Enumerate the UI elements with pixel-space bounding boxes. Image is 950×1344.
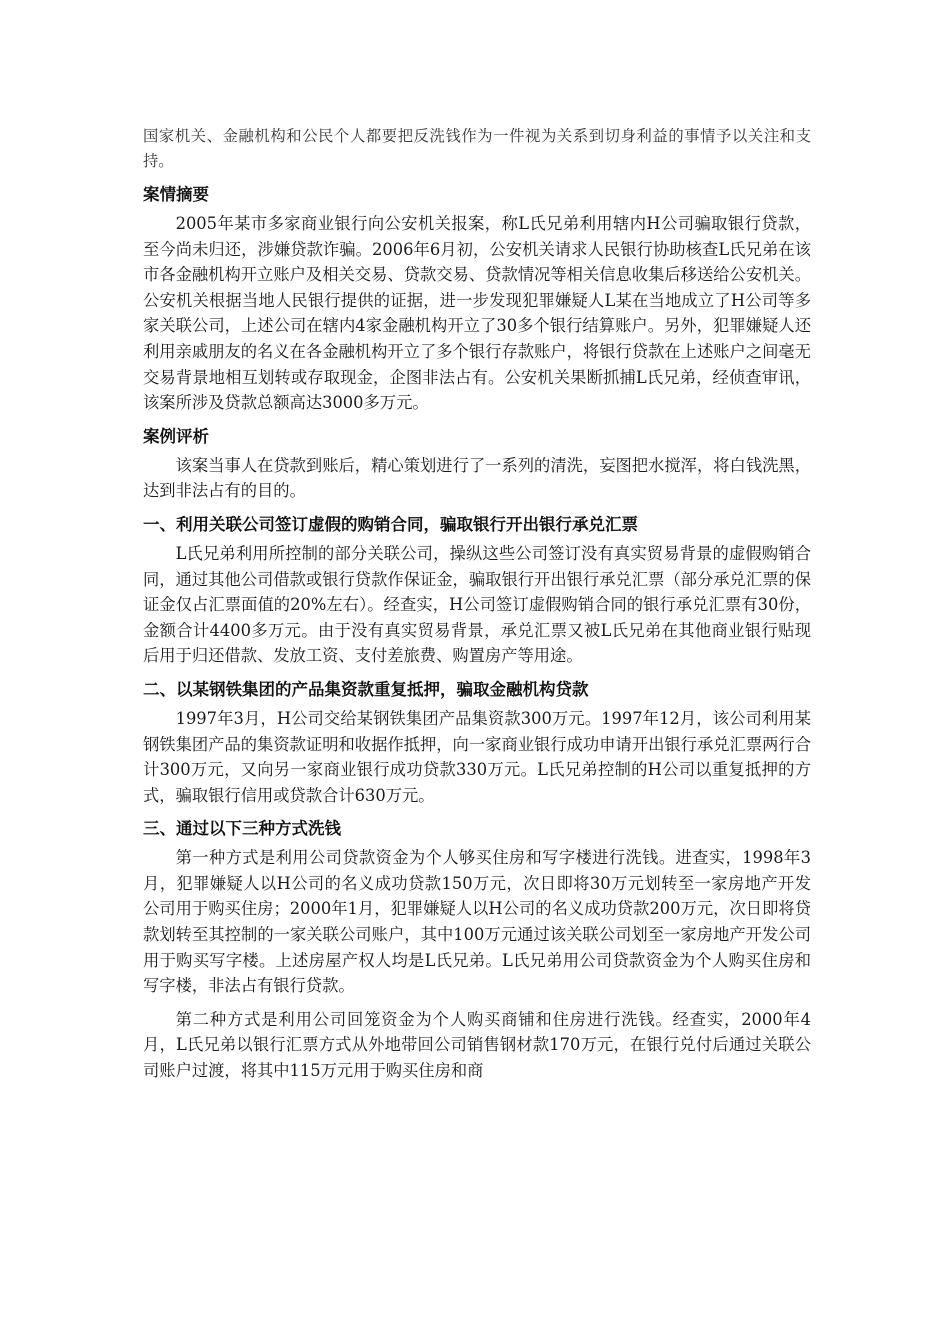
intro-paragraph: 国家机关、金融机构和公民个人都要把反洗钱作为一件视为关系到切身利益的事情予以关注和支持。: [143, 127, 811, 170]
section-case-analysis: [143, 424, 811, 504]
section-heading-case-analysis: 案例评析: [143, 426, 209, 446]
method-one-paragraph: 第一种方式是利用公司贷款资金为个人够买住房和写字楼进行洗钱。进查实，1998年3月，犯罪嫌疑人以H公司的名义成功贷款150万元，次日即将30万元划转至一家房地产开发公司用于购买住房；2000年1月，犯罪嫌疑人以H公司的名义成功贷款200万元，次日即将贷款划转至其控制的一家关联公司账户，其中100万元通过该关联公司划至一家房地产开发公司用于购买写字楼。上述房屋产权人均是L氏兄弟。L氏兄弟用公司贷款资金为个人购买住房和写字楼，非法占有银行贷款。: [143, 848, 811, 996]
section-heading-point-one: 一、利用关联公司签订虚假的购销合同，骗取银行开出银行承兑汇票: [143, 514, 638, 534]
case-analysis-paragraph: 该案当事人在贷款到账后，精心策划进行了一系列的清洗，妄图把水搅浑，将白钱洗黑，达到非法占有的目的。: [143, 455, 811, 501]
method-two-paragraph: 第二种方式是利用公司回笼资金为个人购买商铺和住房进行洗钱。经查实，2000年4月，L氏兄弟以银行汇票方式从外地带回公司销售钢材款170万元，在银行兑付后通过关联公司账户过渡，将其中115万元用于购买住房和商: [143, 1009, 811, 1081]
point-one-paragraph: L氏兄弟利用所控制的部分关联公司，操纵这些公司签订没有真实贸易背景的虚假购销合同，通过其他公司借款或银行贷款作保证金，骗取银行开出银行承兑汇票（部分承兑汇票的保证金仅占汇票面值的20%左右）。经查实，H公司签订虚假购销合同的银行承兑汇票有30份，金额合计4400多万元。由于没有真实贸易背景，承兑汇票又被L氏兄弟在其他商业银行贴现后用于归还借款、发放工资、支付差旅费、购置房产等用途。: [143, 543, 811, 666]
section-point-three: [143, 816, 811, 1083]
section-heading-case-summary: 案情摘要: [143, 185, 209, 204]
document-page: [143, 124, 811, 1092]
section-point-one: [143, 512, 811, 669]
section-heading-point-two: 二、以某钢铁集团的产品集资款重复抵押，骗取金融机构贷款: [143, 679, 589, 699]
section-heading-point-three: 三、通过以下三种方式洗钱: [143, 819, 341, 839]
section-point-two: [143, 677, 811, 808]
case-summary-paragraph: 2005年某市多家商业银行向公安机关报案，称L氏兄弟利用辖内H公司骗取银行贷款，至今尚未归还，涉嫌贷款诈骗。2006年6月初，公安机关请求人民银行协助核查L氏兄弟在该市各金融机构开立账户及相关交易、贷款交易、贷款情况等相关信息收集后移送给公安机关。公安机关根据当地人民银行提供的证据，进一步发现犯罪嫌疑人L某在当地成立了H公司等多家关联公司，上述公司在辖内4家金融机构开立了30多个银行结算账户。另外，犯罪嫌疑人还利用亲戚朋友的名义在各金融机构开立了多个银行存款账户，将银行贷款在上述账户之间毫无交易背景地相互划转或存取现金，企图非法占有。公安机关果断抓捕L氏兄弟，经侦查审讯，该案所涉及贷款总额高达3000多万元。: [143, 214, 811, 413]
point-two-paragraph: 1997年3月，H公司交给某钢铁集团产品集资款300万元。1997年12月，该公司利用某钢铁集团产品的集资款证明和收据作抵押，向一家商业银行成功申请开出银行承兑汇票两行合计300万元，又向另一家商业银行成功贷款330万元。L氏兄弟控制的H公司以重复抵押的方式，骗取银行信用或贷款合计630万元。: [143, 708, 811, 805]
section-case-summary: [143, 182, 811, 416]
